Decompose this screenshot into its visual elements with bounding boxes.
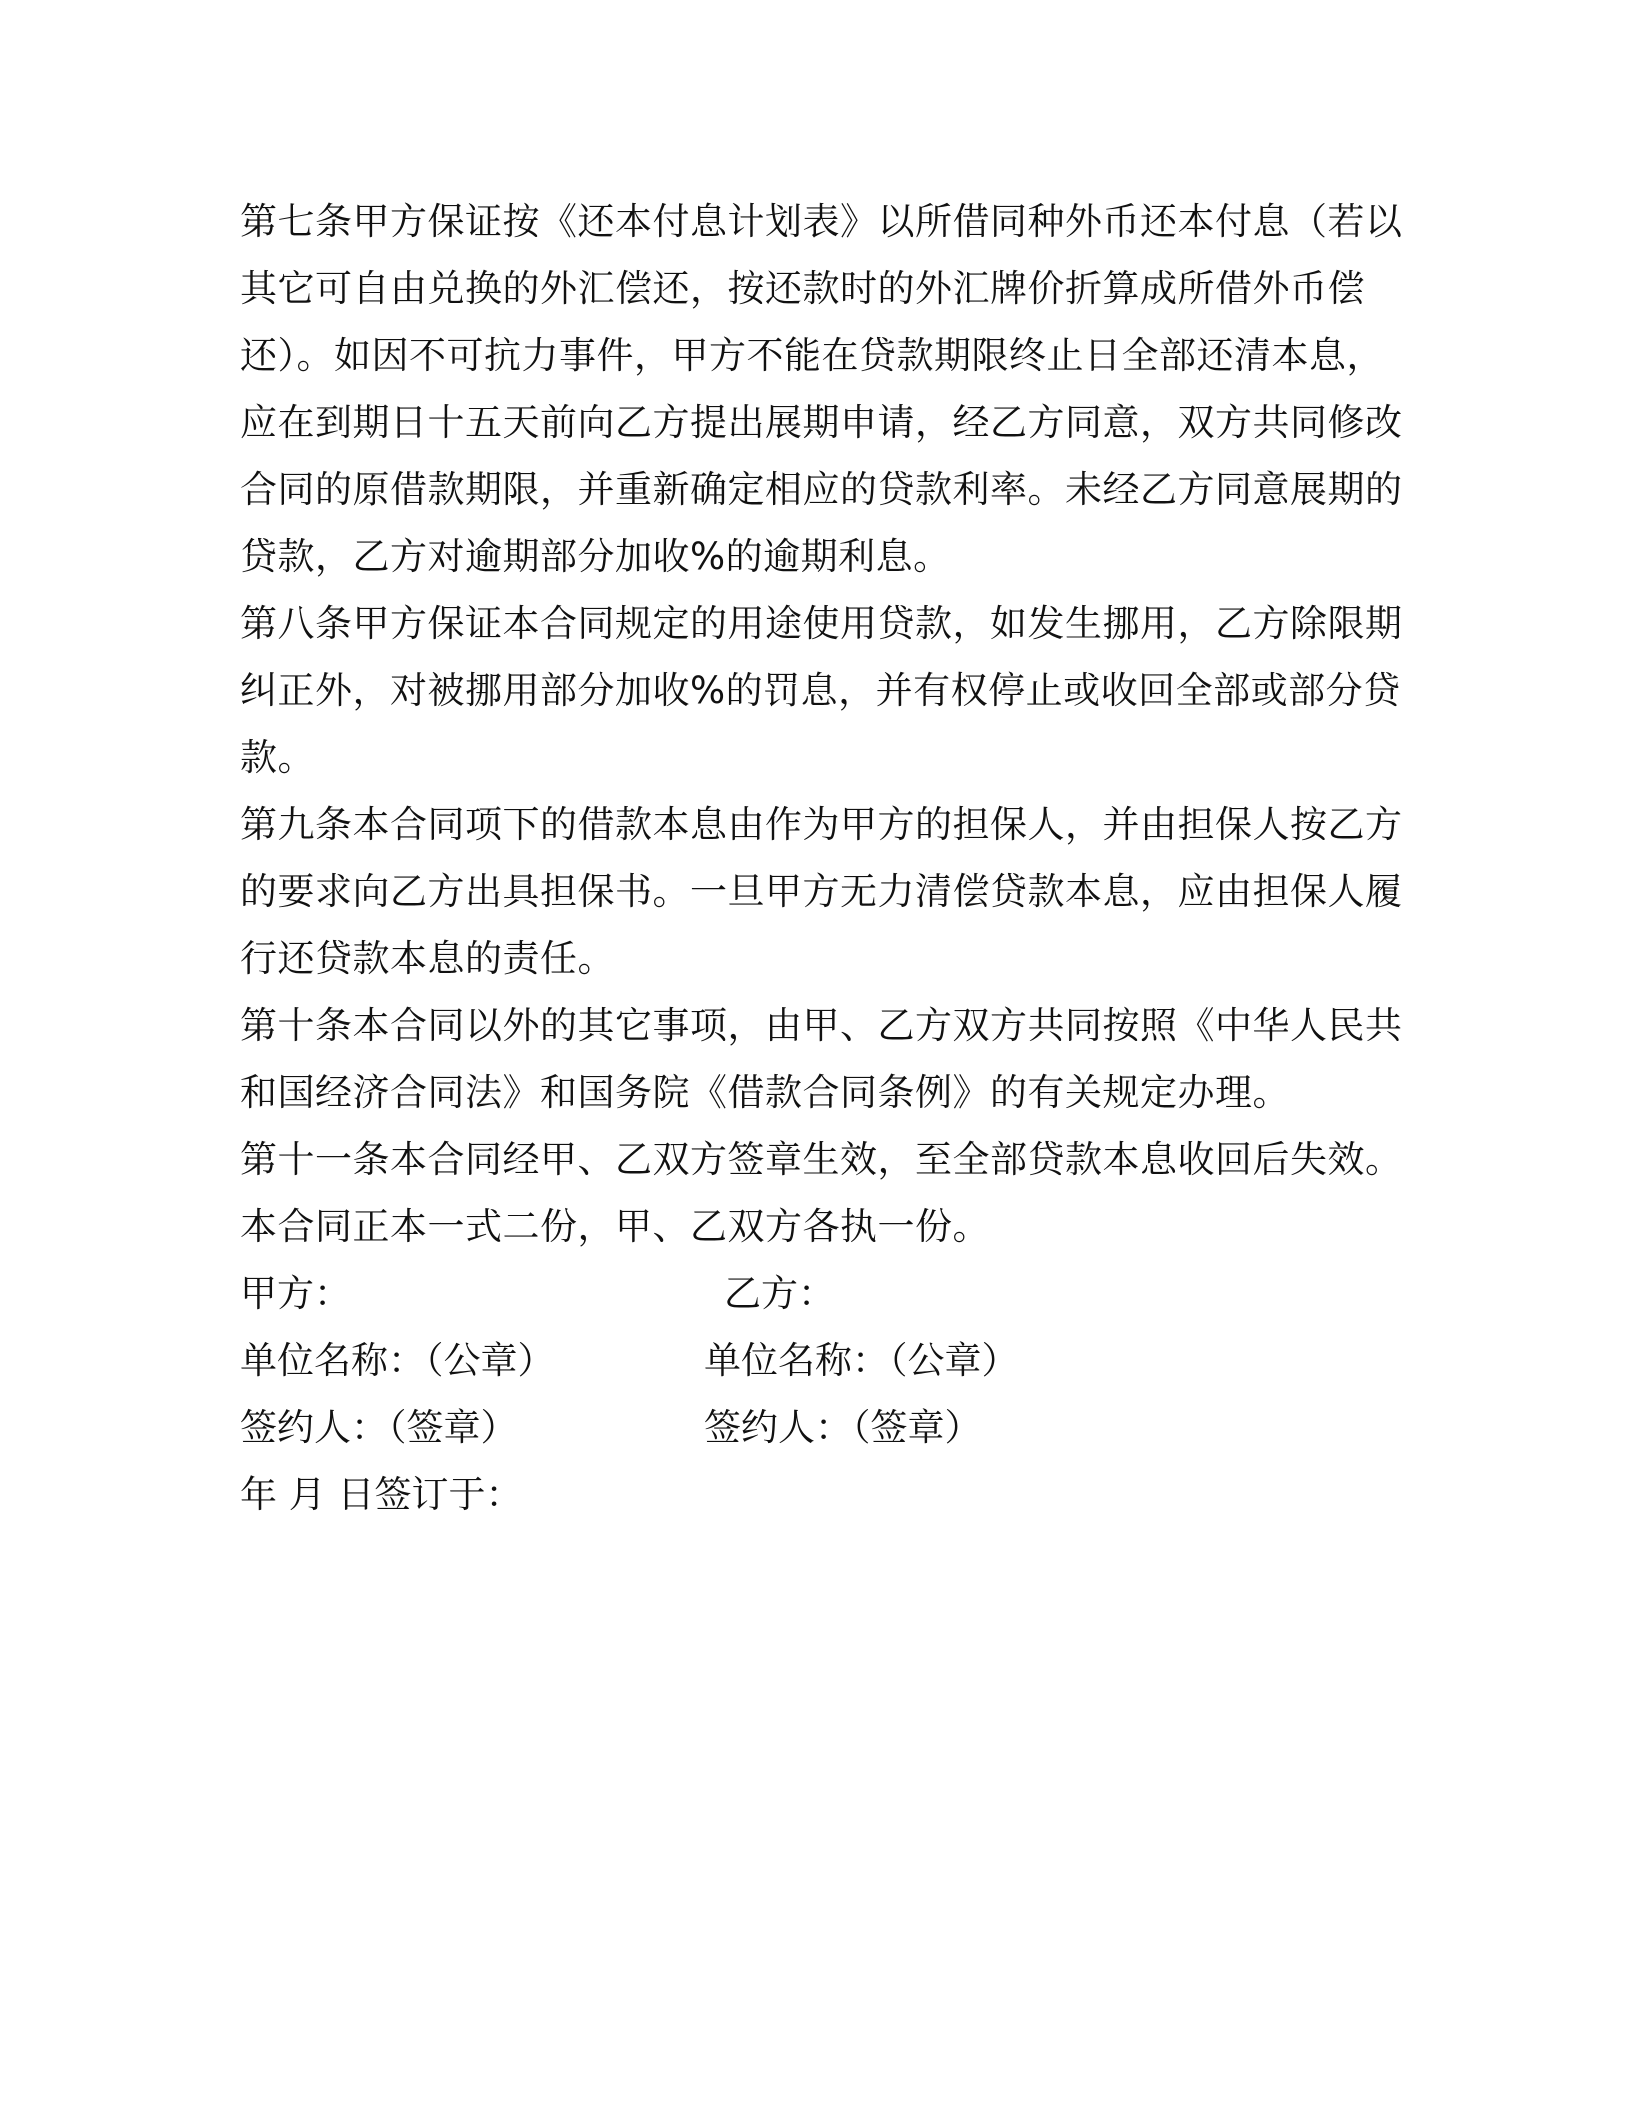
signature-unit-row — [240, 1327, 1400, 1394]
text-line: 行还贷款本息的责任。 — [240, 937, 615, 980]
signature-signer-row — [240, 1394, 1400, 1461]
unit-b-label: 单位名称：（公章） — [704, 1339, 1019, 1382]
text-line: 贷款，乙方对逾期部分加收%的逾期利息。 — [240, 535, 951, 578]
text-line: 第十一条本合同经甲、乙双方签章生效，至全部贷款本息收回后失效。 — [240, 1138, 1403, 1181]
text-line: 和国经济合同法》和国务院《借款合同条例》的有关规定办理。 — [240, 1071, 1290, 1114]
text-line: 应在到期日十五天前向乙方提出展期申请，经乙方同意，双方共同修改 — [240, 401, 1403, 444]
signer-a-label: 签约人：（签章） — [240, 1406, 518, 1449]
text-line: 合同的原借款期限，并重新确定相应的贷款利率。未经乙方同意展期的 — [240, 468, 1403, 511]
text-line: 第七条甲方保证按《还本付息计划表》以所借同种外币还本付息（若以 — [240, 200, 1403, 243]
party-b-label: 乙方： — [724, 1272, 835, 1315]
text-line: 本合同正本一式二份，甲、乙双方各执一份。 — [240, 1205, 990, 1248]
text-line: 第十条本合同以外的其它事项，由甲、乙方双方共同按照《中华人民共 — [240, 1004, 1403, 1047]
document-body — [240, 188, 1403, 1528]
text-line: 还）。如因不可抗力事件，甲方不能在贷款期限终止日全部还清本息， — [240, 334, 1384, 377]
text-line: 款。 — [240, 736, 315, 779]
text-line: 其它可自由兑换的外汇偿还，按还款时的外汇牌价折算成所借外币偿 — [240, 267, 1365, 310]
signature-party-row — [240, 1260, 1400, 1327]
text-line: 第八条甲方保证本合同规定的用途使用贷款，如发生挪用，乙方除限期 — [240, 602, 1403, 645]
signing-date-label: 年 月 日签订于： — [240, 1473, 523, 1516]
text-line: 第九条本合同项下的借款本息由作为甲方的担保人，并由担保人按乙方 — [240, 803, 1403, 846]
text-line: 纠正外，对被挪用部分加收%的罚息，并有权停止或收回全部或部分贷 — [240, 669, 1401, 712]
unit-a-label: 单位名称：（公章） — [240, 1339, 555, 1382]
signature-date-row — [240, 1461, 1400, 1528]
text-line: 的要求向乙方出具担保书。一旦甲方无力清偿贷款本息，应由担保人履 — [240, 870, 1403, 913]
party-a-label: 甲方： — [240, 1272, 351, 1315]
signer-b-label: 签约人：（签章） — [704, 1406, 982, 1449]
